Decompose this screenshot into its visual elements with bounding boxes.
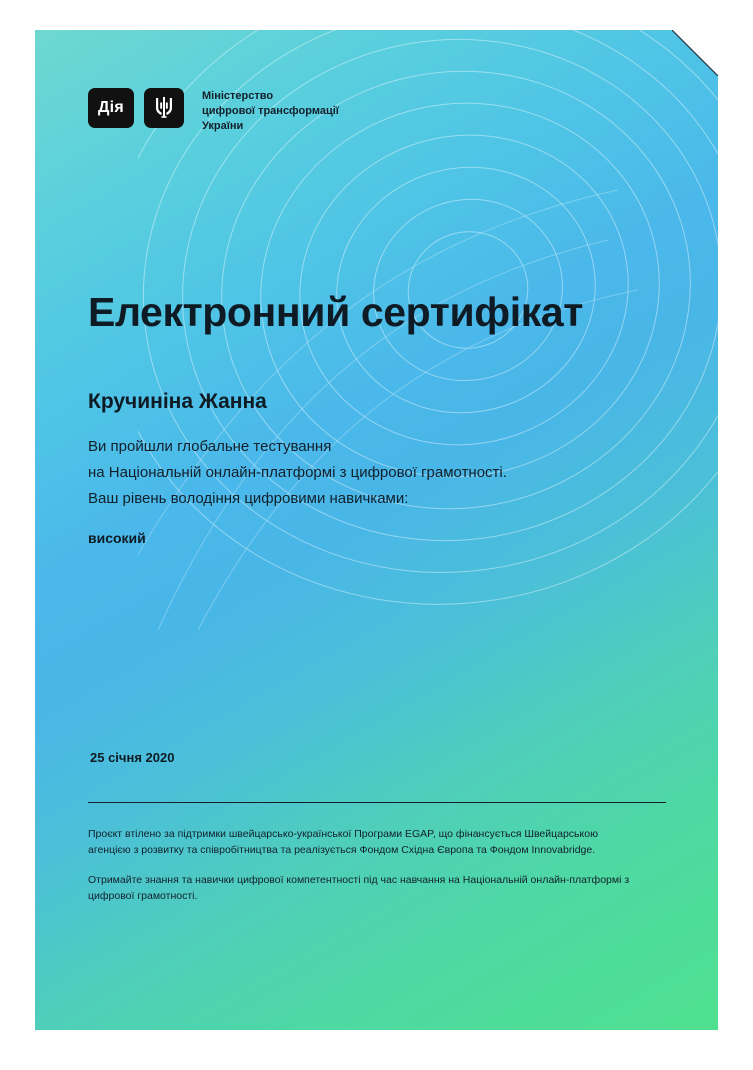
certificate-canvas: [35, 30, 718, 1030]
body-line-3: Ваш рівень володіння цифровими навичками:: [88, 490, 409, 507]
diia-logo-label: Дія: [97, 99, 125, 116]
ministry-line-2: цифрової трансформації: [202, 105, 339, 117]
ministry-line-1: Міністерство: [202, 90, 274, 102]
skill-level-value: високий: [88, 530, 146, 546]
footer-divider: [88, 802, 666, 803]
diia-logo: [88, 88, 134, 128]
certificate-body: [88, 434, 507, 512]
ministry-name: [202, 88, 339, 134]
body-line-2: на Національній онлайн-платформі з цифрової грамотності.: [88, 464, 507, 481]
footnote-1: Проєкт втілено за підтримки швейцарсько-української Програми EGAP, що фінансується Швейцарською агенцією з розвитку та співробітництва та реалізується Фондом Східна Європа та Фондом Innovabridge.: [88, 828, 598, 856]
ministry-line-3: України: [202, 120, 244, 132]
certificate-header: [88, 88, 339, 134]
body-line-1: Ви пройшли глобальне тестування: [88, 438, 332, 455]
certificate-footnotes: [88, 826, 643, 918]
recipient-name: Кручиніна Жанна: [88, 390, 267, 413]
ukraine-trident-emblem-icon: [144, 88, 184, 128]
certificate-title: Електронний сертифікат: [88, 289, 583, 335]
corner-notch: [672, 30, 718, 76]
issue-date: 25 січня 2020: [90, 750, 175, 765]
footnote-2: Отримайте знання та навички цифрової компетентності під час навчання на Національній онлайн-платформі з цифрової грамотності.: [88, 874, 630, 902]
